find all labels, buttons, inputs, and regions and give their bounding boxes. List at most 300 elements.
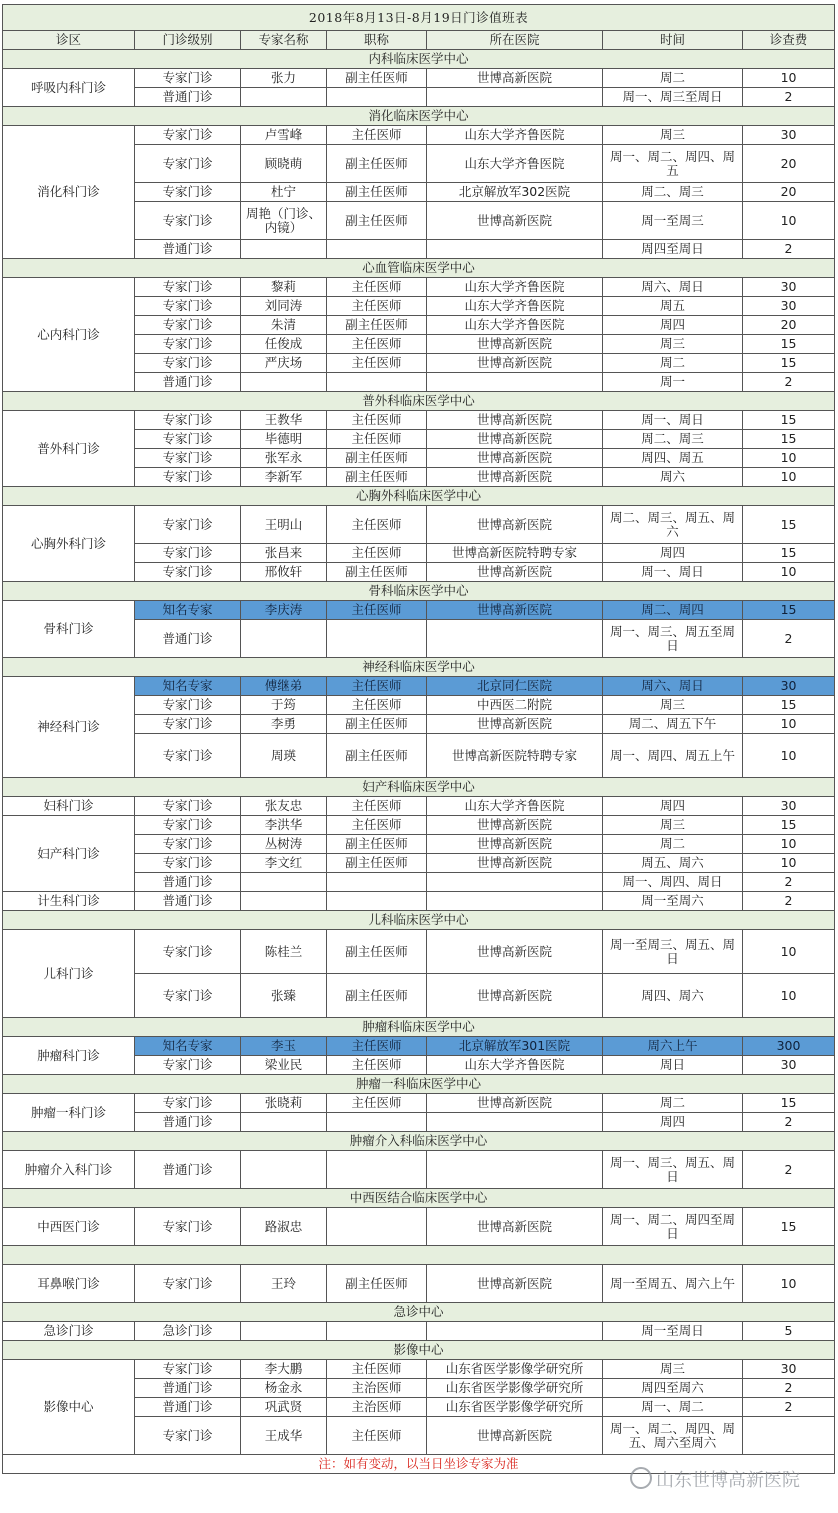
level-cell: 专家门诊 <box>135 506 241 544</box>
fee-cell: 15 <box>743 601 835 620</box>
fee-cell: 15 <box>743 544 835 563</box>
fee-cell: 30 <box>743 126 835 145</box>
level-cell: 专家门诊 <box>135 145 241 183</box>
rank-cell <box>327 873 427 892</box>
time-cell: 周四至周日 <box>603 240 743 259</box>
doctor-cell <box>241 620 327 658</box>
rank-cell: 主任医师 <box>327 411 427 430</box>
table-row <box>3 816 835 835</box>
doctor-cell: 丛树涛 <box>241 835 327 854</box>
doctor-cell <box>241 873 327 892</box>
hospital-cell: 山东大学齐鲁医院 <box>427 1056 603 1075</box>
fee-cell: 15 <box>743 354 835 373</box>
rank-cell: 主任医师 <box>327 1417 427 1455</box>
level-cell: 专家门诊 <box>135 126 241 145</box>
doctor-cell: 傅继弟 <box>241 677 327 696</box>
doctor-cell: 李洪华 <box>241 816 327 835</box>
level-cell: 专家门诊 <box>135 468 241 487</box>
hospital-cell: 世博高新医院 <box>427 563 603 582</box>
doctor-cell: 李新军 <box>241 468 327 487</box>
doctor-cell: 王教华 <box>241 411 327 430</box>
doctor-cell: 王明山 <box>241 506 327 544</box>
page-title: 2018年8月13日-8月19日门诊值班表 <box>3 5 835 31</box>
section-row <box>3 50 835 69</box>
fee-cell: 10 <box>743 854 835 873</box>
table-row <box>3 1322 835 1341</box>
section-title: 肿瘤一科临床医学中心 <box>3 1075 835 1094</box>
fee-cell: 2 <box>743 373 835 392</box>
fee-cell: 15 <box>743 335 835 354</box>
time-cell: 周一、周二、周四、周五、周六至周六 <box>603 1417 743 1455</box>
doctor-cell: 杨金永 <box>241 1379 327 1398</box>
hospital-cell: 世博高新医院 <box>427 430 603 449</box>
schedule-sheet <box>2 4 834 1474</box>
rank-cell: 副主任医师 <box>327 1265 427 1303</box>
fee-cell: 2 <box>743 1379 835 1398</box>
section-row <box>3 1018 835 1037</box>
section-title: 儿科临床医学中心 <box>3 911 835 930</box>
fee-cell: 2 <box>743 873 835 892</box>
hospital-cell: 山东省医学影像学研究所 <box>427 1379 603 1398</box>
hospital-cell: 山东大学齐鲁医院 <box>427 797 603 816</box>
section-title: 普外科临床医学中心 <box>3 392 835 411</box>
fee-cell: 30 <box>743 1360 835 1379</box>
fee-cell: 10 <box>743 1265 835 1303</box>
area-cell: 计生科门诊 <box>3 892 135 911</box>
time-cell: 周二、周三 <box>603 430 743 449</box>
level-cell: 专家门诊 <box>135 183 241 202</box>
rank-cell: 主任医师 <box>327 696 427 715</box>
rank-cell: 副主任医师 <box>327 930 427 974</box>
fee-cell: 2 <box>743 1151 835 1189</box>
doctor-cell: 李文红 <box>241 854 327 873</box>
table-row <box>3 892 835 911</box>
rank-cell <box>327 1208 427 1246</box>
time-cell: 周二、周四 <box>603 601 743 620</box>
doctor-cell: 李勇 <box>241 715 327 734</box>
rank-cell: 副主任医师 <box>327 715 427 734</box>
doctor-cell: 张昌来 <box>241 544 327 563</box>
doctor-cell: 毕德明 <box>241 430 327 449</box>
column-header-doctor: 专家名称 <box>241 31 327 50</box>
level-cell: 专家门诊 <box>135 69 241 88</box>
doctor-cell: 严庆场 <box>241 354 327 373</box>
time-cell: 周一、周四、周日 <box>603 873 743 892</box>
doctor-cell <box>241 240 327 259</box>
area-cell: 妇科门诊 <box>3 797 135 816</box>
rank-cell: 副主任医师 <box>327 202 427 240</box>
section-title: 肿瘤科临床医学中心 <box>3 1018 835 1037</box>
rank-cell <box>327 1151 427 1189</box>
section-title: 妇产科临床医学中心 <box>3 778 835 797</box>
table-row <box>3 506 835 544</box>
time-cell: 周三 <box>603 335 743 354</box>
fee-cell: 30 <box>743 1056 835 1075</box>
section-title <box>3 1246 835 1265</box>
rank-cell: 主任医师 <box>327 797 427 816</box>
table-row <box>3 930 835 974</box>
doctor-cell: 路淑忠 <box>241 1208 327 1246</box>
schedule-table <box>2 4 835 1474</box>
level-cell: 专家门诊 <box>135 930 241 974</box>
hospital-cell: 世博高新医院 <box>427 468 603 487</box>
fee-cell: 15 <box>743 411 835 430</box>
area-cell: 心胸外科门诊 <box>3 506 135 582</box>
time-cell: 周二、周三 <box>603 183 743 202</box>
section-row <box>3 911 835 930</box>
table-row <box>3 1094 835 1113</box>
hospital-cell: 中西医二附院 <box>427 696 603 715</box>
section-title: 消化临床医学中心 <box>3 107 835 126</box>
time-cell: 周六 <box>603 468 743 487</box>
section-title: 影像中心 <box>3 1341 835 1360</box>
area-cell: 耳鼻喉门诊 <box>3 1265 135 1303</box>
time-cell: 周一至周五、周六上午 <box>603 1265 743 1303</box>
area-cell: 骨科门诊 <box>3 601 135 658</box>
doctor-cell <box>241 892 327 911</box>
doctor-cell: 张友忠 <box>241 797 327 816</box>
fee-cell: 20 <box>743 183 835 202</box>
section-title: 中西医结合临床医学中心 <box>3 1189 835 1208</box>
area-cell: 消化科门诊 <box>3 126 135 259</box>
hospital-cell <box>427 1113 603 1132</box>
area-cell: 神经科门诊 <box>3 677 135 778</box>
fee-cell: 15 <box>743 1208 835 1246</box>
hospital-cell <box>427 1151 603 1189</box>
doctor-cell: 张晓莉 <box>241 1094 327 1113</box>
area-cell: 心内科门诊 <box>3 278 135 392</box>
section-row <box>3 1246 835 1265</box>
rank-cell: 副主任医师 <box>327 468 427 487</box>
doctor-cell <box>241 1113 327 1132</box>
level-cell: 专家门诊 <box>135 797 241 816</box>
rank-cell: 副主任医师 <box>327 183 427 202</box>
rank-cell: 主任医师 <box>327 278 427 297</box>
area-cell: 中西医门诊 <box>3 1208 135 1246</box>
section-row <box>3 107 835 126</box>
level-cell: 专家门诊 <box>135 335 241 354</box>
time-cell: 周一至周三 <box>603 202 743 240</box>
hospital-cell <box>427 1322 603 1341</box>
level-cell: 急诊门诊 <box>135 1322 241 1341</box>
fee-cell: 2 <box>743 88 835 107</box>
rank-cell <box>327 620 427 658</box>
doctor-cell: 王玲 <box>241 1265 327 1303</box>
level-cell: 普通门诊 <box>135 1151 241 1189</box>
time-cell: 周一、周四、周五上午 <box>603 734 743 778</box>
hospital-cell <box>427 620 603 658</box>
level-cell: 普通门诊 <box>135 1379 241 1398</box>
level-cell: 普通门诊 <box>135 88 241 107</box>
level-cell: 专家门诊 <box>135 835 241 854</box>
fee-cell: 10 <box>743 468 835 487</box>
level-cell: 知名专家 <box>135 1037 241 1056</box>
rank-cell: 主任医师 <box>327 297 427 316</box>
doctor-cell: 周瑛 <box>241 734 327 778</box>
fee-cell: 30 <box>743 297 835 316</box>
hospital-cell: 山东大学齐鲁医院 <box>427 126 603 145</box>
level-cell: 专家门诊 <box>135 278 241 297</box>
hospital-cell: 世博高新医院 <box>427 335 603 354</box>
time-cell: 周一至周六 <box>603 892 743 911</box>
doctor-cell: 黎莉 <box>241 278 327 297</box>
section-row <box>3 582 835 601</box>
fee-cell: 2 <box>743 1398 835 1417</box>
table-row <box>3 1037 835 1056</box>
section-row <box>3 778 835 797</box>
hospital-cell: 世博高新医院特聘专家 <box>427 544 603 563</box>
column-header-area: 诊区 <box>3 31 135 50</box>
fee-cell: 15 <box>743 696 835 715</box>
section-title: 心胸外科临床医学中心 <box>3 487 835 506</box>
level-cell: 专家门诊 <box>135 411 241 430</box>
hospital-cell: 世博高新医院 <box>427 354 603 373</box>
time-cell: 周二 <box>603 69 743 88</box>
level-cell: 专家门诊 <box>135 715 241 734</box>
hospital-cell: 世博高新医院 <box>427 816 603 835</box>
table-row <box>3 1151 835 1189</box>
time-cell: 周三 <box>603 126 743 145</box>
level-cell: 专家门诊 <box>135 202 241 240</box>
hospital-cell: 山东大学齐鲁医院 <box>427 145 603 183</box>
area-cell: 妇产科门诊 <box>3 816 135 892</box>
table-row <box>3 1360 835 1379</box>
hospital-cell: 世博高新医院 <box>427 930 603 974</box>
fee-cell: 300 <box>743 1037 835 1056</box>
doctor-cell: 刘同涛 <box>241 297 327 316</box>
fee-cell: 10 <box>743 202 835 240</box>
rank-cell: 主任医师 <box>327 1360 427 1379</box>
hospital-cell: 世博高新医院 <box>427 69 603 88</box>
hospital-cell: 山东大学齐鲁医院 <box>427 297 603 316</box>
fee-cell: 10 <box>743 715 835 734</box>
fee-cell: 2 <box>743 620 835 658</box>
hospital-cell: 世博高新医院 <box>427 974 603 1018</box>
hospital-cell: 世博高新医院 <box>427 202 603 240</box>
doctor-cell: 于筠 <box>241 696 327 715</box>
rank-cell: 副主任医师 <box>327 974 427 1018</box>
time-cell: 周二 <box>603 835 743 854</box>
table-row <box>3 1265 835 1303</box>
level-cell: 普通门诊 <box>135 1113 241 1132</box>
doctor-cell: 朱清 <box>241 316 327 335</box>
section-title: 内科临床医学中心 <box>3 50 835 69</box>
rank-cell: 主任医师 <box>327 1094 427 1113</box>
rank-cell: 副主任医师 <box>327 563 427 582</box>
hospital-cell: 世博高新医院 <box>427 1208 603 1246</box>
fee-cell: 10 <box>743 930 835 974</box>
section-title: 心血管临床医学中心 <box>3 259 835 278</box>
hospital-cell <box>427 240 603 259</box>
rank-cell: 副主任医师 <box>327 734 427 778</box>
level-cell: 专家门诊 <box>135 544 241 563</box>
fee-cell: 10 <box>743 449 835 468</box>
time-cell: 周四 <box>603 1113 743 1132</box>
rank-cell: 主任医师 <box>327 544 427 563</box>
time-cell: 周一、周日 <box>603 563 743 582</box>
level-cell: 专家门诊 <box>135 816 241 835</box>
doctor-cell: 张臻 <box>241 974 327 1018</box>
hospital-cell: 山东大学齐鲁医院 <box>427 316 603 335</box>
doctor-cell: 任俊成 <box>241 335 327 354</box>
time-cell: 周一、周二、周四、周五 <box>603 145 743 183</box>
rank-cell <box>327 1113 427 1132</box>
level-cell: 专家门诊 <box>135 449 241 468</box>
rank-cell: 主任医师 <box>327 677 427 696</box>
rank-cell: 主任医师 <box>327 354 427 373</box>
table-row <box>3 278 835 297</box>
rank-cell: 副主任医师 <box>327 854 427 873</box>
section-title: 急诊中心 <box>3 1303 835 1322</box>
time-cell: 周二、周三、周五、周六 <box>603 506 743 544</box>
column-header-rank: 职称 <box>327 31 427 50</box>
doctor-cell: 周艳（门诊、内镜） <box>241 202 327 240</box>
section-row <box>3 1303 835 1322</box>
hospital-cell <box>427 873 603 892</box>
level-cell: 普通门诊 <box>135 373 241 392</box>
fee-cell: 2 <box>743 1113 835 1132</box>
hospital-cell: 山东省医学影像学研究所 <box>427 1360 603 1379</box>
fee-cell: 30 <box>743 677 835 696</box>
section-row <box>3 259 835 278</box>
rank-cell <box>327 240 427 259</box>
level-cell: 专家门诊 <box>135 1056 241 1075</box>
level-cell: 专家门诊 <box>135 696 241 715</box>
rank-cell: 主任医师 <box>327 1056 427 1075</box>
section-title: 骨科临床医学中心 <box>3 582 835 601</box>
hospital-cell: 山东省医学影像学研究所 <box>427 1398 603 1417</box>
level-cell: 专家门诊 <box>135 734 241 778</box>
rank-cell: 主任医师 <box>327 601 427 620</box>
time-cell: 周一、周二 <box>603 1398 743 1417</box>
hospital-cell: 北京解放军301医院 <box>427 1037 603 1056</box>
hospital-cell: 世博高新医院 <box>427 1417 603 1455</box>
note-row <box>3 1455 835 1474</box>
level-cell: 专家门诊 <box>135 316 241 335</box>
table-row <box>3 411 835 430</box>
time-cell: 周一、周三至周日 <box>603 88 743 107</box>
area-cell: 呼吸内科门诊 <box>3 69 135 107</box>
rank-cell: 主任医师 <box>327 816 427 835</box>
area-cell: 肿瘤一科门诊 <box>3 1094 135 1132</box>
section-row <box>3 1132 835 1151</box>
doctor-cell: 李大鹏 <box>241 1360 327 1379</box>
fee-cell: 30 <box>743 278 835 297</box>
rank-cell: 主治医师 <box>327 1379 427 1398</box>
doctor-cell: 李玉 <box>241 1037 327 1056</box>
time-cell: 周三 <box>603 816 743 835</box>
column-header-hospital: 所在医院 <box>427 31 603 50</box>
doctor-cell: 王成华 <box>241 1417 327 1455</box>
doctor-cell: 陈桂兰 <box>241 930 327 974</box>
time-cell: 周一 <box>603 373 743 392</box>
table-row <box>3 126 835 145</box>
time-cell: 周一至周日 <box>603 1322 743 1341</box>
time-cell: 周四至周六 <box>603 1379 743 1398</box>
fee-cell: 2 <box>743 892 835 911</box>
fee-cell: 10 <box>743 563 835 582</box>
time-cell: 周一、周日 <box>603 411 743 430</box>
level-cell: 专家门诊 <box>135 854 241 873</box>
section-row <box>3 658 835 677</box>
fee-cell: 15 <box>743 1094 835 1113</box>
time-cell: 周日 <box>603 1056 743 1075</box>
fee-cell: 2 <box>743 240 835 259</box>
fee-cell: 10 <box>743 734 835 778</box>
level-cell: 专家门诊 <box>135 297 241 316</box>
level-cell: 专家门诊 <box>135 354 241 373</box>
section-row <box>3 1075 835 1094</box>
time-cell: 周六上午 <box>603 1037 743 1056</box>
rank-cell: 主任医师 <box>327 430 427 449</box>
time-cell: 周二、周五下午 <box>603 715 743 734</box>
time-cell: 周五、周六 <box>603 854 743 873</box>
level-cell: 普通门诊 <box>135 240 241 259</box>
doctor-cell: 卢雪峰 <box>241 126 327 145</box>
column-header-fee: 诊查费 <box>743 31 835 50</box>
doctor-cell <box>241 1322 327 1341</box>
fee-cell: 5 <box>743 1322 835 1341</box>
doctor-cell: 梁业民 <box>241 1056 327 1075</box>
doctor-cell <box>241 88 327 107</box>
doctor-cell: 杜宁 <box>241 183 327 202</box>
hospital-cell: 世博高新医院 <box>427 506 603 544</box>
area-cell: 儿科门诊 <box>3 930 135 1018</box>
fee-cell: 10 <box>743 974 835 1018</box>
hospital-cell: 世博高新医院 <box>427 449 603 468</box>
hospital-cell: 世博高新医院 <box>427 411 603 430</box>
table-row <box>3 1208 835 1246</box>
doctor-cell: 巩武贤 <box>241 1398 327 1417</box>
time-cell: 周六、周日 <box>603 278 743 297</box>
rank-cell: 主任医师 <box>327 126 427 145</box>
level-cell: 知名专家 <box>135 601 241 620</box>
level-cell: 专家门诊 <box>135 563 241 582</box>
level-cell: 知名专家 <box>135 677 241 696</box>
fee-cell: 10 <box>743 835 835 854</box>
level-cell: 普通门诊 <box>135 620 241 658</box>
rank-cell <box>327 1322 427 1341</box>
doctor-cell: 顾晓萌 <box>241 145 327 183</box>
rank-cell: 主治医师 <box>327 1398 427 1417</box>
time-cell: 周四、周六 <box>603 974 743 1018</box>
level-cell: 专家门诊 <box>135 1208 241 1246</box>
level-cell: 专家门诊 <box>135 1360 241 1379</box>
fee-cell: 30 <box>743 797 835 816</box>
fee-cell: 20 <box>743 316 835 335</box>
time-cell: 周一至周三、周五、周日 <box>603 930 743 974</box>
doctor-cell: 张力 <box>241 69 327 88</box>
hospital-cell: 世博高新医院 <box>427 715 603 734</box>
level-cell: 普通门诊 <box>135 1398 241 1417</box>
time-cell: 周一、周三、周五、周日 <box>603 1151 743 1189</box>
hospital-cell: 世博高新医院 <box>427 1265 603 1303</box>
hospital-cell <box>427 892 603 911</box>
fee-cell: 15 <box>743 506 835 544</box>
area-cell: 影像中心 <box>3 1360 135 1455</box>
doctor-cell <box>241 373 327 392</box>
fee-cell: 10 <box>743 69 835 88</box>
time-cell: 周三 <box>603 696 743 715</box>
time-cell: 周四 <box>603 316 743 335</box>
time-cell: 周一、周三、周五至周日 <box>603 620 743 658</box>
doctor-cell <box>241 1151 327 1189</box>
time-cell: 周四 <box>603 797 743 816</box>
rank-cell: 副主任医师 <box>327 69 427 88</box>
hospital-cell: 世博高新医院 <box>427 601 603 620</box>
doctor-cell: 李庆涛 <box>241 601 327 620</box>
rank-cell: 主任医师 <box>327 1037 427 1056</box>
